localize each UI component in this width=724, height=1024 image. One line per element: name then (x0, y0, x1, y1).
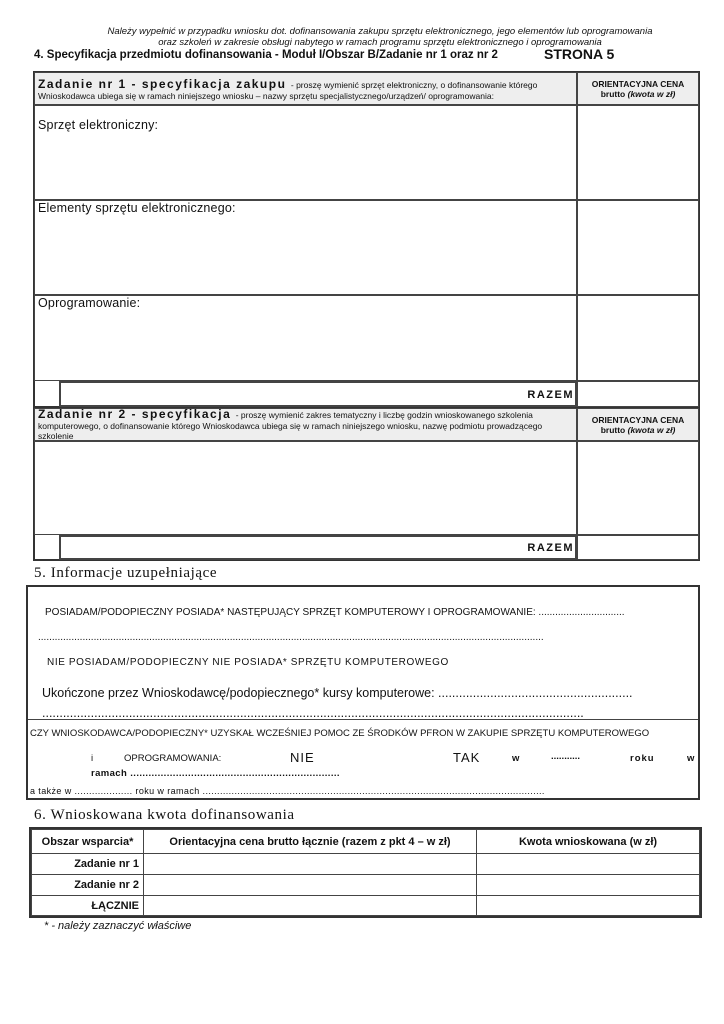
software-label: Oprogramowanie: (38, 296, 141, 310)
task2-desc1: - proszę wymienić zakres tematyczny i liczbę godzin wnioskowanego szkolenia (235, 410, 533, 420)
total-price-input[interactable] (144, 896, 477, 916)
top-note-line2: oraz szkoleń w zakresie obsługi nabytego w ramach programu sprzętu elektronicznego i oprogramowania (158, 37, 602, 48)
section5-title: 5. Informacje uzupełniające (34, 565, 218, 581)
task1-requested-input[interactable] (477, 854, 700, 875)
courses-completed[interactable]: Ukończone przez Wnioskodawcę/podopiecznego* kursy komputerowe: ........................................................ (42, 686, 633, 700)
task1-desc1: - proszę wymienić sprzęt elektroniczny, o dofinansowanie którego (290, 80, 538, 90)
top-note-line1: Należy wypełnić w przypadku wniosku dot. dofinansowania zakupu sprzętu elektronicznego, jego elementów lub oprogramowania (107, 26, 653, 37)
col-requested: Kwota wnioskowana (w zł) (477, 830, 700, 854)
col-price: Orientacyjna cena brutto łącznie (razem z pkt 4 – w zł) (144, 830, 477, 854)
elements-price-cell[interactable] (577, 200, 699, 295)
task2-price-head1: ORIENTACYJNA CENA (591, 415, 685, 425)
total-requested-input[interactable] (477, 896, 700, 916)
help-yes-option[interactable]: TAK (453, 750, 481, 765)
task1-price-input[interactable] (144, 854, 477, 875)
courses-dots[interactable]: ............................................................................................................................................................ (42, 706, 584, 720)
task2-desc2: komputerowego, o dofinansowanie którego Wnioskodawca ubiega się w ramach niniejszego wniosku, nazwę podmiotu prowadzącego (38, 421, 543, 431)
electronics-label: Sprzęt elektroniczny: (38, 118, 159, 132)
task1-total-label: RAZEM (527, 389, 574, 401)
prior-help-question: CZY WNIOSKODAWCA/PODOPIECZNY* UZYSKAŁ WCZEŚNIEJ POMOC ZE ŚRODKÓW PFRON W ZAKUPIE SPRZĘTU KOMPUTEROWEGO (30, 728, 650, 739)
page-label: STRONA 5 (544, 46, 615, 62)
software-price-cell[interactable] (577, 295, 699, 381)
help-no-option[interactable]: NIE (290, 750, 315, 765)
owns-equipment-dots[interactable]: ...................................................................................................................................................................................... (38, 632, 544, 643)
task2-heading: Zadanie nr 2 - specyfikacja (38, 407, 232, 421)
task2-header-text (38, 408, 533, 421)
footnote: * - należy zaznaczyć właściwe (44, 920, 192, 932)
row-task1: Zadanie nr 1 (32, 854, 144, 875)
task2-requested-input[interactable] (477, 875, 700, 896)
not-owns-equipment[interactable]: NIE POSIADAM/PODOPIECZNY NIE POSIADA* SPRZĘTU KOMPUTEROWEGO (47, 657, 449, 668)
help-also[interactable]: a także w .................... roku w ramach ...................................................................................................................... (30, 786, 545, 796)
col-area: Obszar wsparcia* (32, 830, 144, 854)
task1-price-head2: brutto (kwota w zł) (600, 89, 676, 99)
help-w2: w (687, 753, 695, 764)
task1-heading: Zadanie nr 1 - specyfikacja zakupu (38, 77, 287, 91)
training-price-cell[interactable] (577, 441, 699, 535)
section6-table-wrap (29, 827, 702, 918)
row-total: ŁĄCZNIE (32, 896, 144, 916)
task1-price-head1: ORIENTACYJNA CENA (591, 79, 685, 89)
help-roku: roku (630, 753, 655, 764)
task1-desc2: Wnioskodawca ubiega się w ramach niniejszego wniosku – nazwy sprzętu specjalistycznego/urządzeń/ oprogramowania: (38, 91, 494, 101)
task1-total-price-cell[interactable] (577, 381, 699, 407)
section4-title: 4. Specyfikacja przedmiotu dofinansowania - Moduł I/Obszar B/Zadanie nr 1 oraz nr 2 (34, 49, 498, 61)
section6-table (31, 829, 700, 916)
help-ramach[interactable]: ramach ..................................................................... (91, 768, 340, 779)
task2-desc3: szkolenie (38, 431, 74, 441)
task2-price-head2: brutto (kwota w zł) (600, 425, 676, 435)
owns-equipment[interactable]: POSIADAM/PODOPIECZNY POSIADA* NASTĘPUJĄCY SPRZĘT KOMPUTEROWY I OPROGRAMOWANIE: ............................... (45, 607, 625, 618)
help-w1: w (512, 753, 520, 764)
elements-label: Elementy sprzętu elektronicznego: (38, 201, 236, 215)
electronics-price-cell[interactable] (577, 105, 699, 200)
training-cell[interactable] (34, 441, 577, 535)
task1-header-text (38, 78, 537, 91)
task2-price-input[interactable] (144, 875, 477, 896)
help-year-dots[interactable]: ........... (551, 751, 581, 762)
task2-total-label: RAZEM (527, 542, 574, 554)
help-software: OPROGRAMOWANIA: (124, 753, 222, 764)
row-task2: Zadanie nr 2 (32, 875, 144, 896)
help-i: i (91, 753, 94, 764)
task2-total-price-cell[interactable] (577, 535, 699, 560)
section6-title: 6. Wnioskowana kwota dofinansowania (34, 807, 295, 823)
